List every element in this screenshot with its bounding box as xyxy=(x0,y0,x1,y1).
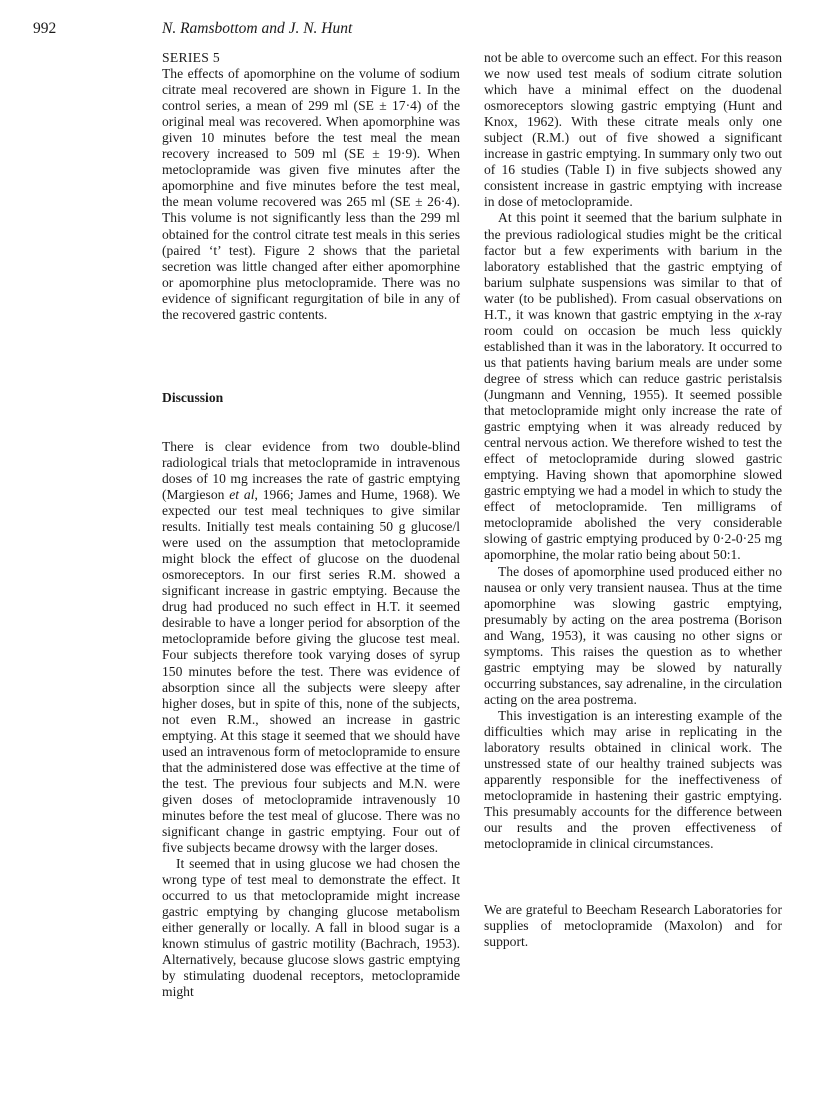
discussion-p1-part-a: There is clear evidence from two double-blind radiological trials that metoclopramide in intravenous doses of 10 mg increases the rate of gastric emptying (Margieson xyxy=(162,438,460,502)
left-column xyxy=(162,50,460,1000)
discussion-paragraph-2: It seemed that in using glucose we had chosen the wrong type of test meal to demonstrate the effect. It occurred to us that metoclopramide might increase gastric emptying by changing glucose metabolism either generally or locally. A fall in blood sugar is a known stimulus of gastric motility (Bachrach, 1953). Alternatively, because glucose slows gastric emptying by stimulating duodenal receptors, metoclopramide might xyxy=(162,856,460,1000)
page-number: 992 xyxy=(33,20,57,37)
acknowledgement: We are grateful to Beecham Research Laboratories for supplies of metoclopramide (Maxolon) and for support. xyxy=(484,902,782,950)
discussion-p3-x: x xyxy=(754,306,761,322)
series-5-heading: SERIES 5 xyxy=(162,50,220,65)
discussion-paragraph-4: The doses of apomorphine used produced either no nausea or only very transient nausea. Thus at the time apomorphine was slowing gastric emptying, presumably by acting on the area postrema (Borison and Wang, 1953), it was causing no other signs or symptoms. This raises the question as to whether gastric emptying may be slowed by naturally occurring substances, say adrenaline, in the circulation acting on the area postrema. xyxy=(484,563,782,707)
running-head: N. Ramsbottom and J. N. Hunt xyxy=(162,20,353,37)
discussion-paragraph-1 xyxy=(162,439,460,856)
discussion-heading: Discussion xyxy=(162,389,224,405)
series-5-paragraph: The effects of apomorphine on the volume of sodium citrate meal recovered are shown in Figure 1. In the control series, a mean of 299 ml (SE ± 17·4) of the original meal was recovered. When apomorphine was given 10 minutes before the test meal the mean recovery increased to 509 ml (SE ± 19·9). When metoclopramide was given five minutes after the apomorphine and five minutes before the test meal, the mean volume recovered was 265 ml (SE ± 26·4). This volume is not significantly less than the 299 ml obtained for the control citrate test meals in this series (paired ‘t’ test). Figure 2 shows that the parietal secretion was little changed after either apomorphine or apomorphine plus metoclopramide. There was no evidence of significant regurgitation of bile in any of the recovered gastric contents. xyxy=(162,66,460,322)
discussion-p1-et-al: et al xyxy=(229,486,255,502)
discussion-paragraph-2-continued: not be able to overcome such an effect. For this reason we now used test meals of sodium citrate solution which have a minimal effect on the duodenal osmoreceptors slowing gastric emptying (Hunt and Knox, 1962). With these citrate meals only one subject (R.M.) out of five showed a significant increase in gastric emptying. In summary only two out of 16 studies (Table I) in five subjects showed any consistent increase in gastric emptying with increase in dose of metoclopramide. xyxy=(484,50,782,210)
discussion-paragraph-3 xyxy=(484,210,782,563)
page-header xyxy=(0,20,816,44)
discussion-paragraph-5: This investigation is an interesting example of the difficulties which may arise in replicating in the laboratory results obtained in clinical work. The unstressed state of our healthy trained subjects was apparently responsible for the ineffectiveness of metoclopramide in hastening their gastric emptying. This presumably accounts for the difference between our results and the proven effectiveness of metoclopramide in clinical circumstances. xyxy=(484,707,782,852)
discussion-p1-part-b: , 1966; James and Hume, 1968). We expected our test meal techniques to give similar results. Initially test meals containing 50 g glucose/l were used on the assumption that metoclopramide might block the effect of glucose on the duodenal osmoreceptors. In our first series R.M. showed a significant increase in gastric emptying. Because the drug had produced no such effect in H.T. it seemed desirable to have a longer period for absorption of the metoclopramide before giving the glucose test meal. Four subjects therefore took varying doses of syrup 150 minutes before the test. There was evidence of absorption since all the subjects were sleepy after higher doses, but in spite of this, none of the subjects, not even R.M., showed an increase in gastric emptying. At this stage it seemed that we should have used an intravenous form of metoclopramide to ensure that the administered dose was effective at the time of the test. The previous four subjects and M.N. were given doses of metoclopramide intravenously 10 minutes before the test meal of glucose. There was no significant change in gastric emptying. Four out of five subjects became drowsy with the larger doses. xyxy=(162,486,460,856)
right-column xyxy=(484,50,782,950)
discussion-p3-part-a: At this point it seemed that the barium sulphate in the previous radiological studies might be the critical factor but a few experiments with barium in the laboratory established that the gastric emptying of barium sulphate suspensions was similar to that of water (to be published). From casual observations on H.T., it was known that gastric emptying in the xyxy=(484,210,782,322)
discussion-p3-part-b: -ray room could on occasion be much less quickly established than it was in the laboratory. It occurred to us that patients having barium meals are under some degree of stress which can reduce gastric peristalsis (Jungmann and Venning, 1955). It seemed possible that metoclopramide might only increase the rate of gastric emptying when it was already reduced by central nervous action. We therefore wished to test the effect of metoclopramide during slowed gastric emptying. Having shown that apomorphine slowed gastric emptying we had a model in which to study the effect of metoclopramide. Ten milligrams of metoclopramide abolished the very considerable slowing of gastric emptying produced by 0·2-0·25 mg apomorphine, the molar ratio being about 50:1. xyxy=(484,306,782,563)
